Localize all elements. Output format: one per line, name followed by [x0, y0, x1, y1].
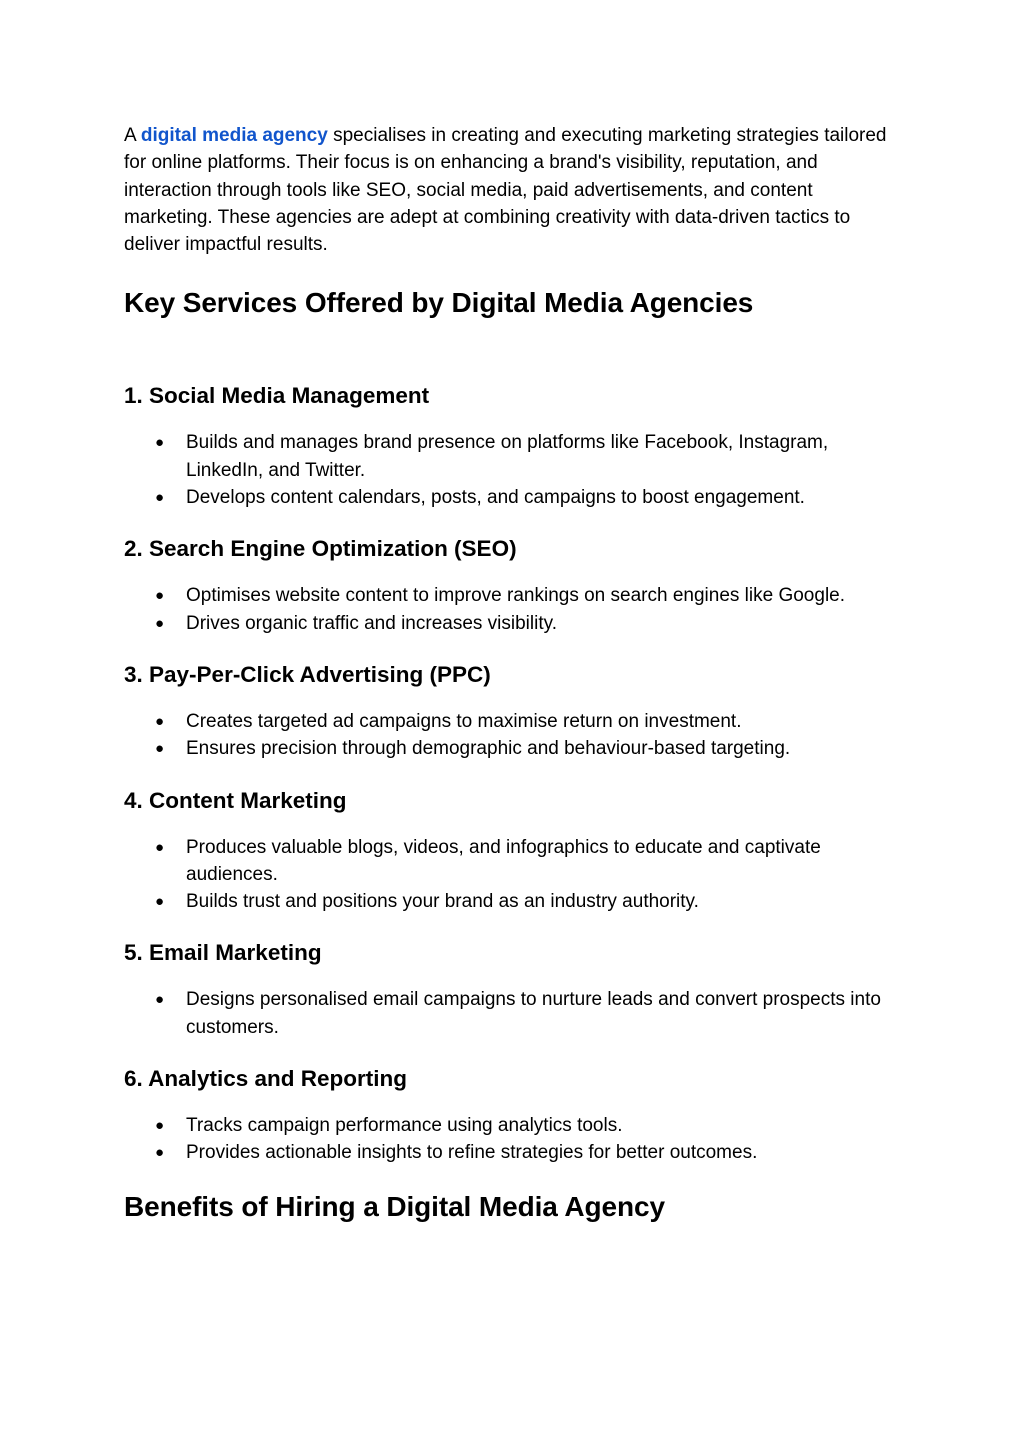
service-bullet-list	[124, 582, 894, 637]
service-heading: 1. Social Media Management	[124, 383, 430, 409]
intro-text: specialises in creating and executing marketing strategies tailored for online platforms. Their focus is on enhancing a brand's visibility, reputation, and interaction through tools like SEO, social media, paid advertisements, and content marketing. These agencies are adept at combining creativity with data-driven tactics to deliver impactful results.	[124, 125, 887, 256]
list-item-text: Creates targeted ad campaigns to maximise return on investment.	[186, 710, 742, 732]
list-item-text: Optimises website content to improve rankings on search engines like Google.	[186, 585, 846, 607]
intro-prefix: A	[124, 125, 141, 146]
bullet-icon: ●	[155, 740, 165, 758]
services-list	[124, 380, 894, 1166]
intro-paragraph	[124, 122, 894, 258]
list-item-text: Provides actionable insights to refine strategies for better outcomes.	[186, 1142, 758, 1164]
bullet-icon: ●	[155, 712, 165, 730]
list-item-text: Develops content calendars, posts, and campaigns to boost engagement.	[186, 487, 805, 509]
digital-media-agency-link[interactable]: digital media agency	[140, 125, 328, 146]
list-item	[124, 1139, 894, 1166]
document-page	[124, 122, 894, 1227]
list-item	[124, 610, 894, 637]
service-heading: 3. Pay-Per-Click Advertising (PPC)	[124, 661, 491, 687]
service-heading: 2. Search Engine Optimization (SEO)	[124, 536, 517, 562]
bullet-icon: ●	[155, 489, 165, 507]
service-bullet-list	[124, 1112, 894, 1167]
list-item	[124, 582, 894, 609]
service-section	[124, 380, 894, 511]
list-item	[124, 888, 894, 915]
list-item-text: Drives organic traffic and increases visibility.	[186, 612, 557, 634]
service-heading: 5. Email Marketing	[124, 940, 322, 966]
list-item	[124, 484, 894, 511]
bullet-icon: ●	[155, 893, 165, 911]
service-heading: 4. Content Marketing	[124, 787, 347, 813]
list-item	[124, 735, 894, 762]
list-item-text: Builds trust and positions your brand as an industry authority.	[186, 891, 699, 913]
list-item-text: Produces valuable blogs, videos, and infographics to educate and captivate audiences.	[186, 836, 821, 885]
bullet-icon: ●	[155, 1117, 165, 1135]
service-bullet-list	[124, 708, 894, 763]
list-item	[124, 1112, 894, 1139]
bullet-icon: ●	[155, 614, 165, 632]
service-section	[124, 533, 894, 637]
list-item	[124, 429, 894, 484]
list-item-text: Ensures precision through demographic and behaviour-based targeting.	[186, 738, 791, 760]
list-item-text: Designs personalised email campaigns to nurture leads and convert prospects into customers.	[186, 989, 881, 1038]
bullet-icon: ●	[155, 1144, 165, 1162]
list-item-text: Tracks campaign performance using analytics tools.	[186, 1115, 623, 1137]
service-bullet-list	[124, 429, 894, 511]
bullet-icon: ●	[155, 838, 165, 856]
list-item	[124, 708, 894, 735]
bullet-icon: ●	[155, 434, 165, 452]
service-section	[124, 937, 894, 1041]
bullet-icon: ●	[155, 991, 165, 1009]
list-item	[124, 834, 894, 889]
bullet-icon: ●	[155, 587, 165, 605]
service-bullet-list	[124, 834, 894, 916]
key-services-heading: Key Services Offered by Digital Media Agencies	[124, 287, 754, 319]
benefits-heading: Benefits of Hiring a Digital Media Agency	[124, 1190, 665, 1222]
list-item	[124, 986, 894, 1041]
service-section	[124, 659, 894, 763]
list-item-text: Builds and manages brand presence on platforms like Facebook, Instagram, LinkedIn, and Twitter.	[186, 432, 829, 481]
service-bullet-list	[124, 986, 894, 1041]
service-heading: 6. Analytics and Reporting	[124, 1066, 407, 1092]
service-section	[124, 785, 894, 916]
service-section	[124, 1063, 894, 1167]
